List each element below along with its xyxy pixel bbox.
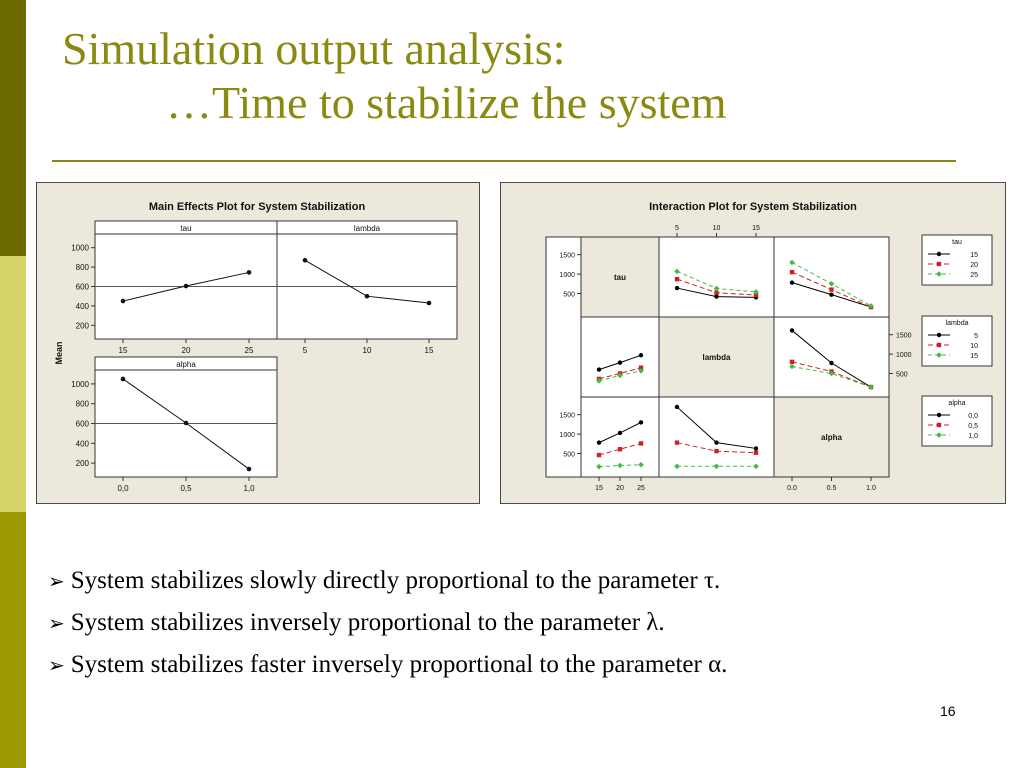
series-point [937, 423, 941, 427]
series-point [618, 431, 622, 435]
panel-frame [95, 221, 277, 339]
series-point [675, 440, 679, 444]
x-tick-label: 10 [712, 225, 721, 232]
arrowhead-bullet-icon: ➢ [48, 611, 65, 635]
series-point [675, 277, 679, 281]
series-point [790, 360, 794, 364]
diagonal-label: lambda [702, 353, 731, 362]
x-tick-label: 15 [595, 485, 603, 492]
effect-point [184, 284, 189, 289]
x-tick-label: 1.0 [866, 485, 876, 492]
y-tick-label: 1000 [559, 272, 575, 280]
x-tick-label: 20 [616, 485, 624, 492]
series-point [790, 280, 794, 284]
panel-frame [95, 357, 277, 477]
page-number: 16 [940, 703, 956, 719]
series-point [829, 287, 833, 291]
legend-entry-label: 15 [970, 353, 978, 360]
x-tick-label: 25 [244, 346, 254, 355]
title-line-2: …Time to stabilize the system [166, 77, 727, 128]
series-point [639, 420, 643, 424]
legend-entry-label: 1,0 [968, 433, 978, 440]
y-tick-label: 400 [75, 301, 89, 311]
effect-point [121, 299, 126, 304]
arrowhead-bullet-icon: ➢ [48, 569, 65, 593]
interaction-chart [501, 183, 1005, 503]
y-tick-label: 600 [75, 282, 89, 292]
series-point [714, 440, 718, 444]
bullet-list [48, 560, 978, 686]
legend-entry-label: 0,0 [968, 413, 978, 420]
series-point [754, 451, 758, 455]
y-tick-label: 800 [75, 263, 89, 273]
y-tick-label: 600 [75, 419, 89, 429]
y-tick-label: 1000 [71, 243, 89, 253]
series-point [639, 441, 643, 445]
series-point [829, 292, 833, 296]
x-tick-label: 5 [302, 346, 308, 355]
panel-frame [277, 221, 457, 339]
y-tick-label: 800 [75, 399, 89, 409]
main-effects-chart-panel [36, 182, 480, 504]
chart-title: Main Effects Plot for System Stabilization [148, 201, 366, 213]
effect-point [247, 467, 252, 472]
effect-point [427, 301, 432, 306]
main-effects-chart [37, 183, 479, 503]
effect-point [247, 270, 252, 275]
x-tick-label: 15 [424, 346, 434, 355]
legend-title: tau [952, 239, 962, 246]
series-point [618, 360, 622, 364]
series-point [790, 328, 794, 332]
y-tick-label: 400 [75, 439, 89, 449]
series-point [937, 333, 941, 337]
bullet-item [48, 560, 978, 602]
bullet-text: System stabilizes slowly directly proportional to the parameter τ. [70, 567, 721, 594]
series-point [714, 449, 718, 453]
x-tick-label: 0,5 [180, 484, 192, 493]
effect-point [365, 294, 370, 299]
y-axis-label: Mean [54, 341, 64, 365]
x-tick-label: 0.5 [826, 485, 837, 492]
x-tick-label: 15 [118, 346, 128, 355]
legend-entry-label: 15 [970, 252, 978, 259]
series-point [937, 252, 941, 256]
y-tick-label: 500 [563, 291, 575, 299]
interaction-chart-panel [500, 182, 1006, 504]
effect-point [184, 421, 189, 426]
y-tick-label: 1500 [896, 332, 912, 340]
series-point [937, 262, 941, 266]
bullet-item [48, 602, 978, 644]
series-point [597, 453, 601, 457]
y-tick-label: 1500 [559, 412, 575, 420]
slide-title [62, 22, 962, 130]
series-point [790, 270, 794, 274]
sidebar-middle-band [0, 256, 26, 512]
effect-point [303, 258, 308, 263]
y-tick-label: 200 [75, 459, 89, 469]
series-point [597, 440, 601, 444]
sidebar-top-band [0, 0, 26, 256]
title-underline [52, 160, 956, 162]
panel-strip-label: tau [180, 224, 192, 233]
y-tick-label: 500 [896, 371, 908, 379]
bullet-text: System stabilizes faster inversely proportional to the parameter α. [70, 651, 728, 678]
x-tick-label: 1,0 [243, 484, 255, 493]
panel-strip-label: lambda [353, 224, 381, 233]
x-tick-label: 20 [181, 346, 191, 355]
legend-entry-label: 0,5 [968, 423, 978, 430]
legend-title: lambda [945, 320, 969, 327]
series-point [937, 413, 941, 417]
x-tick-label: 15 [752, 225, 760, 232]
y-tick-label: 1500 [559, 252, 575, 260]
x-tick-label: 10 [362, 346, 372, 355]
title-line-1: Simulation output analysis: [62, 23, 566, 74]
series-point [754, 446, 758, 450]
diagonal-label: tau [614, 273, 626, 282]
x-tick-label: 0,0 [117, 484, 129, 493]
y-tick-label: 1000 [896, 352, 912, 360]
y-tick-label: 1000 [559, 432, 575, 440]
panel-strip-label: alpha [176, 360, 196, 369]
bullet-item [48, 644, 978, 686]
series-point [597, 367, 601, 371]
series-point [829, 361, 833, 365]
series-point [639, 353, 643, 357]
series-point [675, 405, 679, 409]
y-tick-label: 500 [563, 451, 575, 459]
effect-point [121, 377, 126, 382]
legend-entry-label: 20 [970, 262, 978, 269]
bullet-text: System stabilizes inversely proportional to the parameter λ. [70, 609, 665, 636]
y-tick-label: 200 [75, 321, 89, 331]
arrowhead-bullet-icon: ➢ [48, 653, 65, 677]
series-point [714, 294, 718, 298]
x-tick-label: 0.0 [787, 485, 797, 492]
x-tick-label: 5 [675, 225, 679, 232]
chart-title: Interaction Plot for System Stabilization [649, 201, 857, 213]
series-point [618, 447, 622, 451]
legend-entry-label: 10 [970, 343, 978, 350]
legend-entry-label: 5 [974, 333, 978, 340]
y-tick-label: 1000 [71, 379, 89, 389]
sidebar-decoration [0, 0, 26, 768]
series-point [937, 343, 941, 347]
sidebar-bottom-band [0, 512, 26, 768]
legend-entry-label: 25 [970, 272, 978, 279]
diagonal-label: alpha [821, 433, 842, 442]
legend-title: alpha [948, 400, 966, 407]
x-tick-label: 25 [637, 485, 645, 492]
series-point [675, 286, 679, 290]
